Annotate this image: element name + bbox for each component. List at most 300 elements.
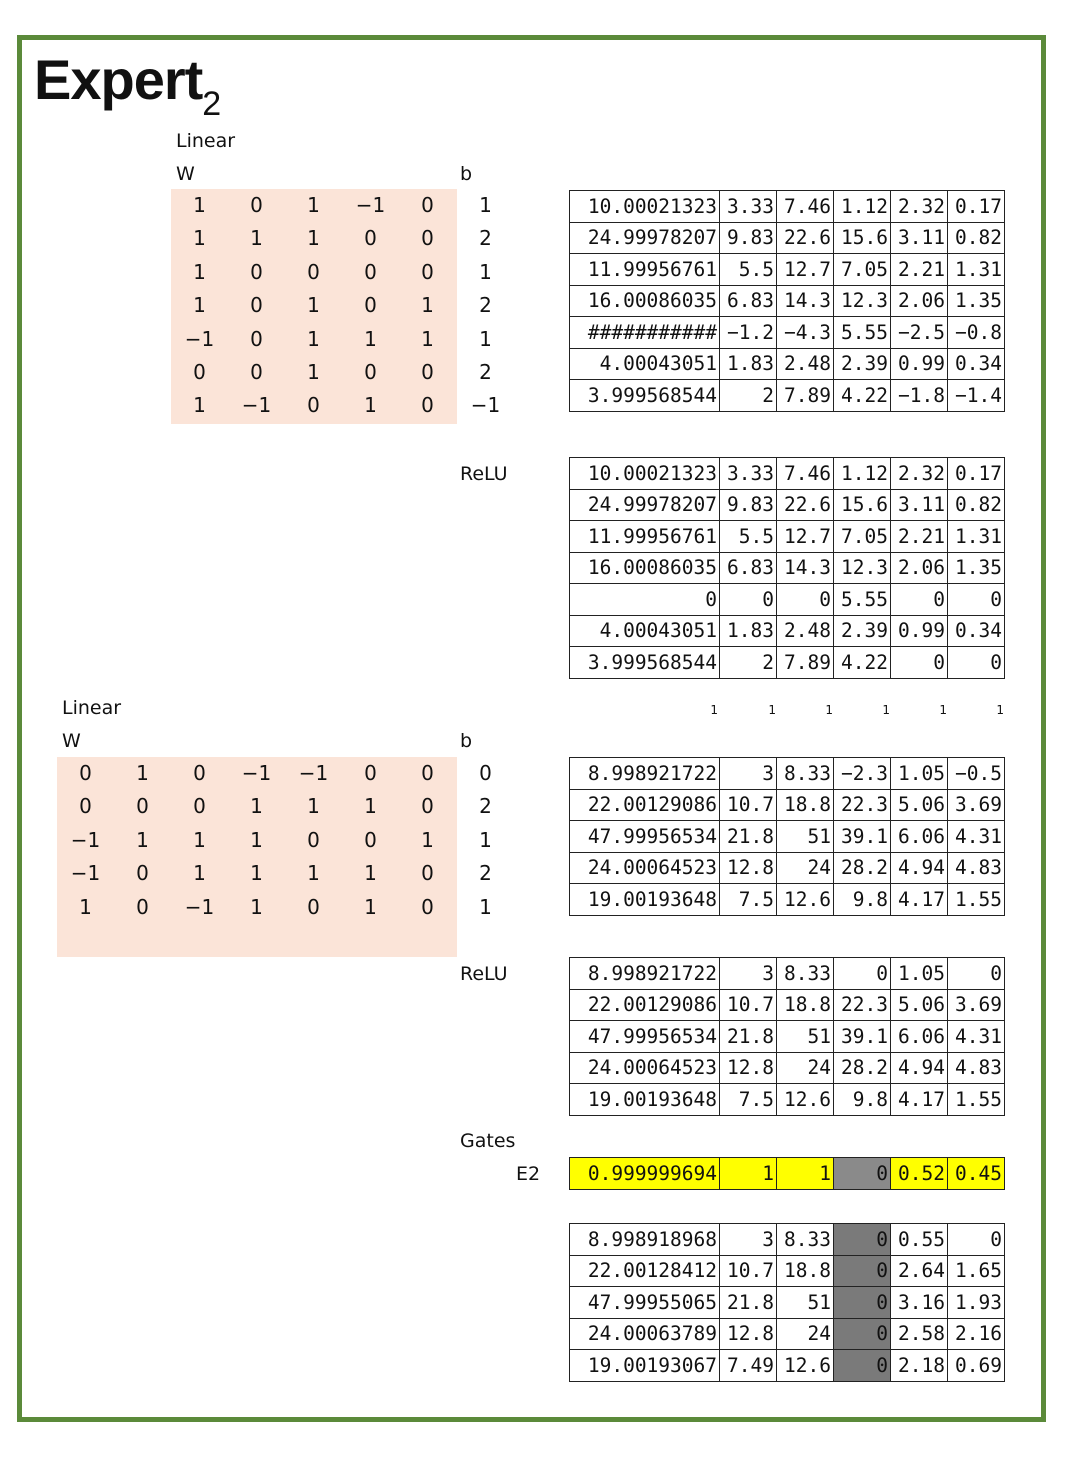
table-cell: 0.52 <box>891 1158 948 1190</box>
table-cell: 0.55 <box>891 1224 948 1256</box>
table-cell: 3.69 <box>948 989 1005 1021</box>
table-cell: 12.8 <box>720 1318 777 1350</box>
table-cell: 15.6 <box>834 489 891 521</box>
weight-cell: 0 <box>307 259 320 284</box>
table-cell: 1.12 <box>834 191 891 223</box>
table-cell: 3 <box>720 1224 777 1256</box>
table-cell: 12.8 <box>720 1052 777 1084</box>
table-cell: 39.1 <box>834 821 891 853</box>
table-cell: 0 <box>834 1350 891 1382</box>
layer2-w-label: W <box>62 730 81 752</box>
table-row <box>570 989 1005 1021</box>
table-cell: 2.48 <box>777 348 834 380</box>
weight-cell: 1 <box>307 326 320 351</box>
table-cell: 5.55 <box>834 317 891 349</box>
weight-cell: 1 <box>364 861 377 886</box>
table-row <box>570 1350 1005 1382</box>
table-cell: 3.33 <box>720 458 777 490</box>
weight-cell: 0 <box>421 193 434 217</box>
weight-cell: 0 <box>421 861 434 886</box>
table-cell: 4.22 <box>834 647 891 679</box>
layer1-weight-matrix <box>171 189 457 424</box>
weight-cell: 0 <box>250 293 263 318</box>
table-cell: 47.99955065 <box>570 1287 720 1319</box>
weight-cell: 1 <box>307 293 320 318</box>
table-row <box>570 958 1005 990</box>
table-cell: 19.00193648 <box>570 884 720 916</box>
table-cell: 2.32 <box>891 191 948 223</box>
weight-cell: 0 <box>250 259 263 284</box>
table-cell: 0.34 <box>948 615 1005 647</box>
table-cell: 2.21 <box>891 254 948 286</box>
table-cell: 51 <box>777 1287 834 1319</box>
table-cell: 0 <box>891 647 948 679</box>
table-cell: 2.18 <box>891 1350 948 1382</box>
weight-cell: 1 <box>307 193 320 217</box>
weight-cell: 1 <box>250 226 263 251</box>
table-cell: 10.00021323 <box>570 191 720 223</box>
table-cell: 0 <box>948 1224 1005 1256</box>
weight-cell: 0 <box>250 326 263 351</box>
table-cell: 47.99956534 <box>570 1021 720 1053</box>
bias-one: 1 <box>710 703 718 717</box>
table-cell: 51 <box>777 821 834 853</box>
weight-cell: −1 <box>298 761 329 785</box>
weight-cell: 1 <box>307 794 320 819</box>
table-cell: 7.49 <box>720 1350 777 1382</box>
table-cell: 4.17 <box>891 1084 948 1116</box>
weight-cell: 0 <box>136 861 149 886</box>
table-row <box>570 254 1005 286</box>
table-cell: 11.99956761 <box>570 254 720 286</box>
weight-cell: 1 <box>307 360 320 384</box>
table-cell: 10.7 <box>720 989 777 1021</box>
weight-cell: 1 <box>79 894 92 919</box>
weight-cell: 1 <box>364 794 377 819</box>
table-cell: 12.6 <box>777 1350 834 1382</box>
table-cell: 1.65 <box>948 1255 1005 1287</box>
table-cell: −2.3 <box>834 758 891 790</box>
table-cell: 4.94 <box>891 852 948 884</box>
table-cell: 12.3 <box>834 285 891 317</box>
layer2-b-label: b <box>460 730 473 752</box>
table-cell: 24.99978207 <box>570 489 720 521</box>
table-row <box>570 1158 1005 1190</box>
table-row <box>570 615 1005 647</box>
table-cell: 0 <box>948 958 1005 990</box>
table-cell: 2.32 <box>891 458 948 490</box>
table-cell: −0.5 <box>948 758 1005 790</box>
table-cell: 3.16 <box>891 1287 948 1319</box>
table-cell: 1.05 <box>891 758 948 790</box>
weight-cell: 0 <box>193 360 206 384</box>
table-row <box>570 317 1005 349</box>
table-row <box>570 647 1005 679</box>
weight-cell: −1 <box>70 861 101 886</box>
weight-cell: 0 <box>307 894 320 919</box>
bias-cell: 1 <box>479 326 492 351</box>
table-cell: 0 <box>948 584 1005 616</box>
table-cell: 6.83 <box>720 552 777 584</box>
weight-cell: 0 <box>421 894 434 919</box>
table-cell: 12.7 <box>777 254 834 286</box>
table-cell: −2.5 <box>891 317 948 349</box>
weight-cell: 0 <box>364 293 377 318</box>
table-cell: 21.8 <box>720 821 777 853</box>
table-row <box>570 191 1005 223</box>
weight-cell: 1 <box>193 861 206 886</box>
table-cell: −1.4 <box>948 380 1005 412</box>
table-row <box>570 852 1005 884</box>
weight-cell: 1 <box>307 226 320 251</box>
table-cell: 7.46 <box>777 458 834 490</box>
table-cell: 8.33 <box>777 958 834 990</box>
weight-cell: 0 <box>136 794 149 819</box>
table-cell: 18.8 <box>777 989 834 1021</box>
weight-cell: 0 <box>79 794 92 819</box>
table-cell: 1 <box>777 1158 834 1190</box>
table-row <box>570 222 1005 254</box>
weight-cell: 1 <box>193 293 206 318</box>
layer1-b-label: b <box>460 163 473 185</box>
table-row <box>570 458 1005 490</box>
bias-cell: 1 <box>479 193 492 217</box>
layer1-linear-output <box>569 190 1005 412</box>
weight-cell: 0 <box>79 761 92 785</box>
table-cell: 2.58 <box>891 1318 948 1350</box>
weight-cell: 0 <box>364 259 377 284</box>
table-cell: 2.48 <box>777 615 834 647</box>
weight-cell: 1 <box>364 326 377 351</box>
weight-cell: −1 <box>184 894 215 919</box>
table-cell: 24 <box>777 852 834 884</box>
bias-one: 1 <box>996 703 1004 717</box>
table-cell: 2.39 <box>834 615 891 647</box>
table-cell: 1.05 <box>891 958 948 990</box>
layer2-relu-output <box>569 957 1005 1116</box>
table-cell: 1.35 <box>948 552 1005 584</box>
table-cell: 1.31 <box>948 521 1005 553</box>
table-cell: 1.55 <box>948 884 1005 916</box>
table-cell: 8.33 <box>777 758 834 790</box>
bias-cell: 0 <box>479 761 492 785</box>
table-cell: 0.99 <box>891 348 948 380</box>
table-cell: 22.00129086 <box>570 989 720 1021</box>
table-cell: 0.999999694 <box>570 1158 720 1190</box>
table-cell: 12.3 <box>834 552 891 584</box>
table-cell: 3.33 <box>720 191 777 223</box>
weight-cell: 0 <box>250 360 263 384</box>
weight-cell: 1 <box>421 326 434 351</box>
table-cell: 4.17 <box>891 884 948 916</box>
weight-cell: 0 <box>250 193 263 217</box>
weight-cell: −1 <box>241 393 272 418</box>
weight-cell: 1 <box>307 861 320 886</box>
table-cell: 5.06 <box>891 789 948 821</box>
weight-cell: −1 <box>184 326 215 351</box>
table-cell: 24 <box>777 1318 834 1350</box>
table-cell: 10.7 <box>720 1255 777 1287</box>
layer1-w-label: W <box>176 163 195 185</box>
weight-cell: 0 <box>421 393 434 418</box>
bias-cell: 1 <box>479 259 492 284</box>
table-cell: 0 <box>834 1224 891 1256</box>
gates-row-label: E2 <box>516 1163 541 1185</box>
table-row <box>570 1287 1005 1319</box>
weight-cell: 1 <box>136 827 149 852</box>
table-cell: 4.83 <box>948 852 1005 884</box>
bias-cell: 2 <box>479 293 492 318</box>
layer2-linear-label: Linear <box>62 697 122 719</box>
table-cell: 39.1 <box>834 1021 891 1053</box>
bias-cell: 1 <box>479 827 492 852</box>
table-cell: 1.83 <box>720 348 777 380</box>
gates-label: Gates <box>460 1130 516 1152</box>
table-cell: 0 <box>834 1318 891 1350</box>
gate-values <box>569 1157 1005 1190</box>
table-cell: 4.31 <box>948 821 1005 853</box>
layer2-linear-output <box>569 757 1005 916</box>
table-row <box>570 285 1005 317</box>
table-cell: 22.00128412 <box>570 1255 720 1287</box>
weight-cell: 0 <box>193 761 206 785</box>
table-row <box>570 1224 1005 1256</box>
table-cell: 1.93 <box>948 1287 1005 1319</box>
table-cell: 1.31 <box>948 254 1005 286</box>
bias-one: 1 <box>768 703 776 717</box>
weight-cell: 1 <box>364 894 377 919</box>
table-cell: 24.99978207 <box>570 222 720 254</box>
gated-output <box>569 1223 1005 1382</box>
table-cell: 0.17 <box>948 458 1005 490</box>
table-cell: 0 <box>777 584 834 616</box>
table-cell: 1.12 <box>834 458 891 490</box>
weight-cell: 0 <box>193 794 206 819</box>
bias-cell: 1 <box>479 894 492 919</box>
table-cell: 24.00064523 <box>570 1052 720 1084</box>
table-row <box>570 380 1005 412</box>
table-cell: 24.00063789 <box>570 1318 720 1350</box>
weight-cell: 0 <box>364 226 377 251</box>
table-cell: 51 <box>777 1021 834 1053</box>
table-cell: 0 <box>948 647 1005 679</box>
table-row <box>570 1318 1005 1350</box>
table-cell: 19.00193648 <box>570 1084 720 1116</box>
table-cell: 2.39 <box>834 348 891 380</box>
weight-cell: 1 <box>193 226 206 251</box>
table-cell: 9.8 <box>834 1084 891 1116</box>
table-cell: 3.999568544 <box>570 380 720 412</box>
table-cell: 5.5 <box>720 254 777 286</box>
table-cell: 12.7 <box>777 521 834 553</box>
table-cell: 22.3 <box>834 989 891 1021</box>
table-cell: 0 <box>834 1287 891 1319</box>
table-cell: 18.8 <box>777 1255 834 1287</box>
table-cell: 24 <box>777 1052 834 1084</box>
table-cell: 3.11 <box>891 222 948 254</box>
table-cell: 7.46 <box>777 191 834 223</box>
table-row <box>570 884 1005 916</box>
table-cell: 4.00043051 <box>570 615 720 647</box>
table-cell: −1.8 <box>891 380 948 412</box>
table-cell: 12.6 <box>777 1084 834 1116</box>
table-cell: 9.83 <box>720 222 777 254</box>
table-cell: 1.83 <box>720 615 777 647</box>
table-cell: 21.8 <box>720 1021 777 1053</box>
weight-cell: 0 <box>421 226 434 251</box>
table-cell: 22.3 <box>834 789 891 821</box>
table-cell: 14.3 <box>777 285 834 317</box>
table-cell: 8.998921722 <box>570 758 720 790</box>
table-cell: 1 <box>720 1158 777 1190</box>
table-cell: 6.83 <box>720 285 777 317</box>
weight-cell: 1 <box>421 827 434 852</box>
layer2-weight-matrix <box>57 757 457 957</box>
table-cell: 12.6 <box>777 884 834 916</box>
bias-one: 1 <box>825 703 833 717</box>
table-cell: 0.17 <box>948 191 1005 223</box>
weight-cell: 0 <box>421 761 434 785</box>
table-cell: 0.69 <box>948 1350 1005 1382</box>
table-cell: 18.8 <box>777 789 834 821</box>
table-cell: 2.64 <box>891 1255 948 1287</box>
table-cell: 5.06 <box>891 989 948 1021</box>
table-cell: 12.8 <box>720 852 777 884</box>
table-cell: 22.6 <box>777 489 834 521</box>
table-cell: 47.99956534 <box>570 821 720 853</box>
table-cell: −4.3 <box>777 317 834 349</box>
weight-cell: −1 <box>70 827 101 852</box>
weight-cell: 1 <box>136 761 149 785</box>
table-cell: 7.89 <box>777 380 834 412</box>
weight-cell: 1 <box>364 393 377 418</box>
weight-cell: −1 <box>241 761 272 785</box>
table-cell: 0 <box>570 584 720 616</box>
table-cell: 8.998921722 <box>570 958 720 990</box>
weight-cell: 0 <box>364 827 377 852</box>
table-cell: 4.94 <box>891 1052 948 1084</box>
table-cell: 22.6 <box>777 222 834 254</box>
table-cell: 14.3 <box>777 552 834 584</box>
table-row <box>570 584 1005 616</box>
table-cell: 7.5 <box>720 1084 777 1116</box>
page-title: Expert$_2$ <box>34 48 221 124</box>
table-cell: 2 <box>720 647 777 679</box>
table-cell: 3.11 <box>891 489 948 521</box>
table-row <box>570 1084 1005 1116</box>
table-cell: 3 <box>720 758 777 790</box>
table-row <box>570 521 1005 553</box>
table-cell: 0 <box>834 958 891 990</box>
table-row <box>570 789 1005 821</box>
table-cell: 3.999568544 <box>570 647 720 679</box>
weight-cell: 1 <box>193 259 206 284</box>
table-cell: 28.2 <box>834 852 891 884</box>
table-cell: 15.6 <box>834 222 891 254</box>
table-cell: −1.2 <box>720 317 777 349</box>
table-cell: 9.83 <box>720 489 777 521</box>
bias-cell: −1 <box>470 393 501 418</box>
table-cell: 2 <box>720 380 777 412</box>
weight-cell: 0 <box>421 794 434 819</box>
weight-cell: 0 <box>364 761 377 785</box>
table-cell: 3.69 <box>948 789 1005 821</box>
table-cell: 24.00064523 <box>570 852 720 884</box>
weight-cell: 0 <box>307 393 320 418</box>
table-cell: 4.31 <box>948 1021 1005 1053</box>
weight-cell: 0 <box>307 827 320 852</box>
table-cell: 0 <box>891 584 948 616</box>
table-cell: 10.7 <box>720 789 777 821</box>
table-cell: 8.33 <box>777 1224 834 1256</box>
weight-cell: 0 <box>421 259 434 284</box>
table-cell: 9.8 <box>834 884 891 916</box>
table-cell: 7.05 <box>834 254 891 286</box>
weight-cell: 1 <box>250 894 263 919</box>
table-cell: 11.99956761 <box>570 521 720 553</box>
bias-cell: 2 <box>479 226 492 251</box>
table-cell: −0.8 <box>948 317 1005 349</box>
table-cell: 22.00129086 <box>570 789 720 821</box>
table-cell: 0 <box>720 584 777 616</box>
table-cell: 3 <box>720 958 777 990</box>
layer1-relu-output <box>569 457 1005 679</box>
table-cell: 2.16 <box>948 1318 1005 1350</box>
table-cell: 2.06 <box>891 552 948 584</box>
table-cell: 28.2 <box>834 1052 891 1084</box>
table-cell: 5.55 <box>834 584 891 616</box>
weight-cell: 1 <box>421 293 434 318</box>
table-row <box>570 758 1005 790</box>
table-cell: 2.06 <box>891 285 948 317</box>
weight-cell: −1 <box>355 193 386 217</box>
table-cell: 1.35 <box>948 285 1005 317</box>
bias-one: 1 <box>939 703 947 717</box>
table-cell: 7.89 <box>777 647 834 679</box>
table-cell: 7.05 <box>834 521 891 553</box>
layer2-relu-label: ReLU <box>460 963 508 985</box>
weight-cell: 1 <box>193 393 206 418</box>
layer1-relu-label: ReLU <box>460 463 508 485</box>
table-cell: 19.00193067 <box>570 1350 720 1382</box>
weight-cell: 0 <box>421 360 434 384</box>
weight-cell: 1 <box>250 861 263 886</box>
table-row <box>570 489 1005 521</box>
bias-cell: 2 <box>479 360 492 384</box>
table-cell: 0.45 <box>948 1158 1005 1190</box>
table-cell: 16.00086035 <box>570 285 720 317</box>
table-cell: 16.00086035 <box>570 552 720 584</box>
bias-cell: 2 <box>479 861 492 886</box>
table-cell: 0.99 <box>891 615 948 647</box>
table-cell: 0.34 <box>948 348 1005 380</box>
table-cell: 4.22 <box>834 380 891 412</box>
bias-one: 1 <box>882 703 890 717</box>
table-row <box>570 552 1005 584</box>
table-cell: 2.21 <box>891 521 948 553</box>
weight-cell: 0 <box>136 894 149 919</box>
weight-cell: 1 <box>250 827 263 852</box>
table-cell: 7.5 <box>720 884 777 916</box>
table-row <box>570 1052 1005 1084</box>
table-cell: 8.998918968 <box>570 1224 720 1256</box>
table-cell: 0 <box>834 1158 891 1190</box>
table-cell: 5.5 <box>720 521 777 553</box>
table-row <box>570 348 1005 380</box>
table-cell: ########### <box>570 317 720 349</box>
table-cell: 0 <box>834 1255 891 1287</box>
table-cell: 4.00043051 <box>570 348 720 380</box>
